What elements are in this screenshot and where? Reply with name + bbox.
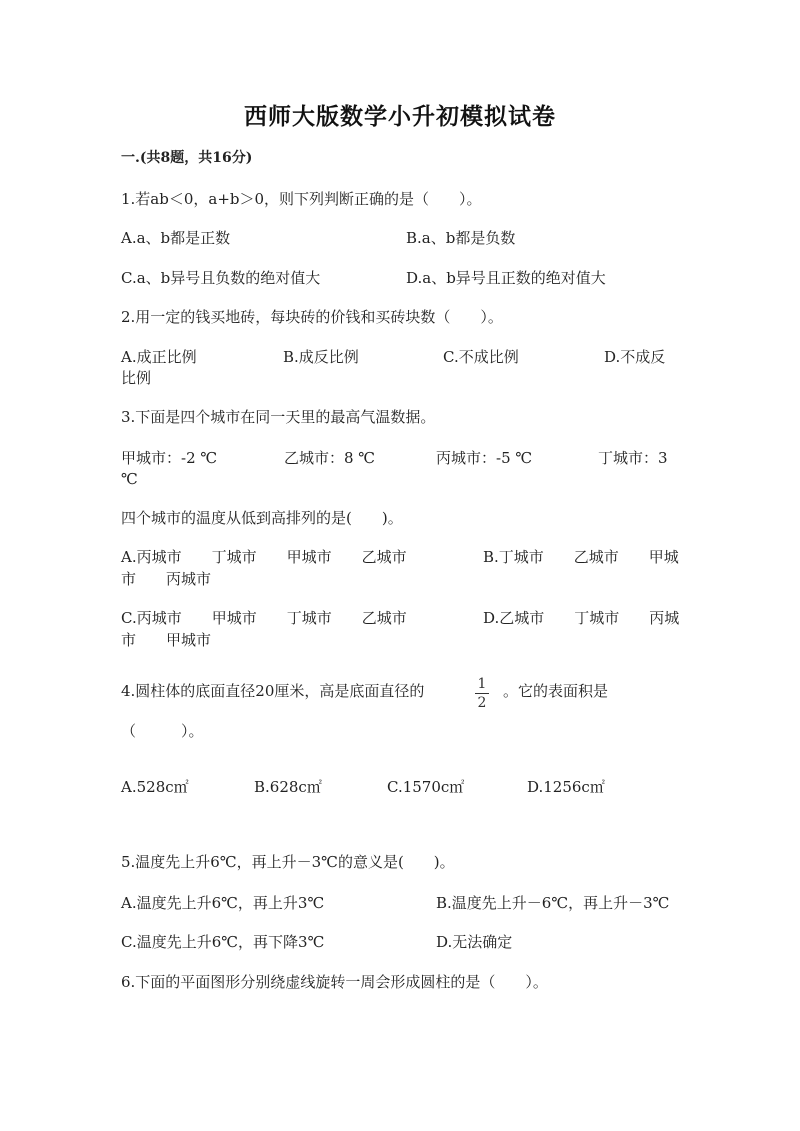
question-2-stem: 2.用一定的钱买地砖，每块砖的价钱和买砖块数（ ）。 bbox=[121, 308, 503, 326]
question-5-option-b[interactable]: B.温度先上升－6℃，再上升－3℃ bbox=[436, 894, 670, 912]
question-5-stem: 5.温度先上升6℃，再上升－3℃的意义是( )。 bbox=[121, 853, 455, 871]
question-4-option-d[interactable]: D.1256c㎡ bbox=[527, 778, 605, 796]
question-2-option-a[interactable]: A.成正比例 bbox=[121, 348, 197, 366]
page-title: 西师大版数学小升初模拟试卷 bbox=[244, 103, 556, 130]
question-5-option-a[interactable]: A.温度先上升6℃，再上升3℃ bbox=[121, 894, 325, 912]
question-4-stem-cont: 。它的表面积是 bbox=[503, 682, 609, 700]
fraction-one-half bbox=[473, 676, 491, 711]
question-1-option-b[interactable]: B.a、b都是负数 bbox=[406, 229, 516, 247]
city-jia-temp: 甲城市：-2 ℃ bbox=[121, 449, 218, 467]
question-3-option-b[interactable]: B.丁城市 乙城市 甲城 bbox=[483, 548, 679, 566]
question-4-option-c[interactable]: C.1570c㎡ bbox=[387, 778, 465, 796]
question-3-question: 四个城市的温度从低到高排列的是( )。 bbox=[121, 509, 403, 527]
city-ding-temp-wrap: ℃ bbox=[121, 470, 138, 488]
question-3-option-a[interactable]: A.丙城市 丁城市 甲城市 乙城市 bbox=[121, 548, 407, 566]
city-bing-temp: 丙城市：-5 ℃ bbox=[436, 449, 533, 467]
section-heading: 一.(共8题，共16分) bbox=[121, 150, 253, 166]
question-3-option-b-wrap: 市 丙城市 bbox=[121, 570, 212, 588]
question-4-stem-line2: （ ）。 bbox=[121, 722, 204, 740]
question-4-stem: 4.圆柱体的底面直径20厘米，高是底面直径的 bbox=[121, 682, 425, 700]
question-3-stem: 3.下面是四个城市在同一天里的最高气温数据。 bbox=[121, 408, 436, 426]
question-5-option-d[interactable]: D.无法确定 bbox=[436, 933, 513, 951]
question-4-option-b[interactable]: B.628c㎡ bbox=[254, 778, 322, 796]
question-3-option-c[interactable]: C.丙城市 甲城市 丁城市 乙城市 bbox=[121, 609, 407, 627]
fraction-numerator: 1 bbox=[477, 676, 487, 692]
question-5-option-c[interactable]: C.温度先上升6℃，再下降3℃ bbox=[121, 933, 325, 951]
city-ding-temp: 丁城市：3 bbox=[598, 449, 668, 467]
question-2-option-b[interactable]: B.成反比例 bbox=[283, 348, 359, 366]
city-yi-temp: 乙城市：8 ℃ bbox=[284, 449, 376, 467]
question-6-stem: 6.下面的平面图形分别绕虚线旋转一周会形成圆柱的是（ ）。 bbox=[121, 973, 548, 991]
question-1-option-c[interactable]: C.a、b异号且负数的绝对值大 bbox=[121, 269, 321, 287]
question-3-option-d[interactable]: D.乙城市 丁城市 丙城 bbox=[483, 609, 680, 627]
question-1-stem: 1.若ab＜0，a+b＞0，则下列判断正确的是（ ）。 bbox=[121, 190, 482, 208]
fraction-bar bbox=[475, 693, 489, 694]
question-1-option-d[interactable]: D.a、b异号且正数的绝对值大 bbox=[406, 269, 606, 287]
question-1-option-a[interactable]: A.a、b都是正数 bbox=[121, 229, 231, 247]
question-2-option-c[interactable]: C.不成比例 bbox=[443, 348, 519, 366]
question-2-option-d-wrap: 比例 bbox=[121, 369, 152, 387]
question-4-option-a[interactable]: A.528c㎡ bbox=[121, 778, 189, 796]
question-3-option-d-wrap: 市 甲城市 bbox=[121, 631, 212, 649]
fraction-denominator: 2 bbox=[477, 695, 487, 711]
question-2-option-d[interactable]: D.不成反 bbox=[604, 348, 666, 366]
